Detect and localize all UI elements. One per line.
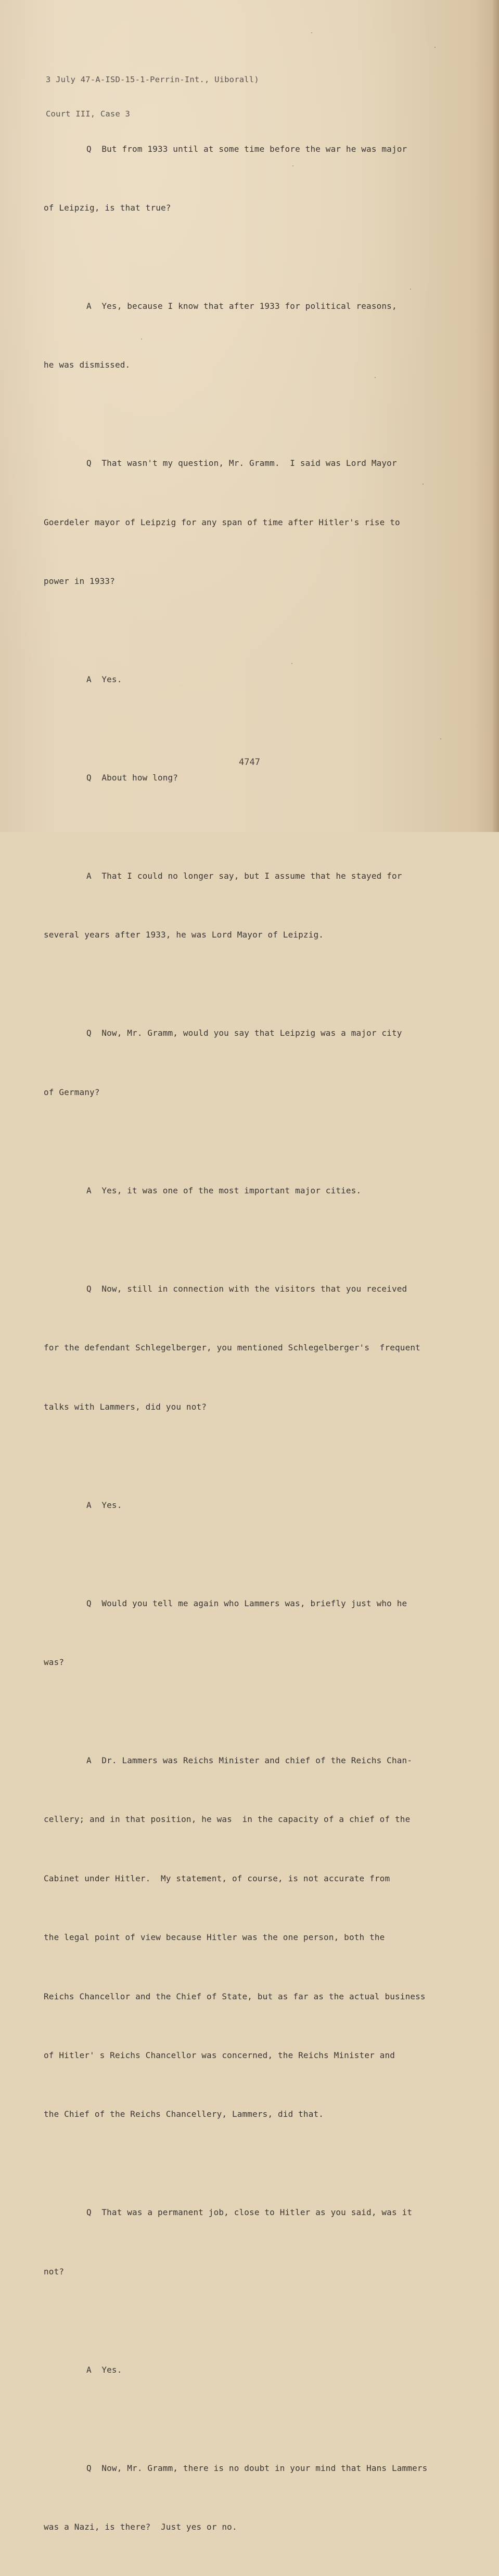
transcript-line: Q Now, Mr. Gramm, there is no doubt in your mind that Hans Lammers bbox=[86, 2463, 428, 2473]
transcript-line: A Yes. bbox=[86, 674, 122, 685]
transcript-line: A Yes. bbox=[86, 1500, 122, 1510]
transcript-line: talks with Lammers, did you not? bbox=[44, 1401, 207, 1412]
transcript-body bbox=[44, 100, 455, 2576]
transcript-line: Q That wasn't my question, Mr. Gramm. I said was Lord Mayor bbox=[86, 458, 397, 469]
transcript-paragraph bbox=[44, 1554, 455, 1711]
transcript-line: Q About how long? bbox=[86, 773, 178, 783]
transcript-paragraph bbox=[44, 2164, 455, 2321]
transcript-line: A Yes. bbox=[86, 2364, 122, 2375]
transcript-line: not? bbox=[44, 2266, 65, 2276]
page-number: 4747 bbox=[239, 757, 260, 767]
paper-speck bbox=[423, 484, 424, 485]
transcript-paragraph bbox=[44, 414, 455, 631]
transcript-paragraph bbox=[44, 1240, 455, 1456]
transcript-line: Q Now, Mr. Gramm, would you say that Leipzig was a major city bbox=[86, 1028, 402, 1038]
transcript-line: power in 1933? bbox=[44, 576, 115, 587]
header-line-2: Court III, Case 3 bbox=[46, 109, 131, 119]
transcript-paragraph bbox=[44, 1456, 455, 1554]
paper-speck bbox=[440, 738, 441, 739]
transcript-line: of Germany? bbox=[44, 1087, 100, 1097]
transcript-line: he was dismissed. bbox=[44, 360, 131, 370]
transcript-paragraph bbox=[44, 631, 455, 729]
paper-speck bbox=[434, 47, 436, 48]
paper-speck bbox=[375, 377, 376, 378]
transcript-paragraph bbox=[44, 100, 455, 257]
transcript-line: A Yes, because I know that after 1933 for political reasons, bbox=[86, 301, 397, 311]
transcript-paragraph bbox=[44, 2321, 455, 2419]
paper-speck bbox=[291, 663, 292, 664]
transcript-line: Cabinet under Hitler. My statement, of course, is not accurate from bbox=[44, 1873, 390, 1883]
transcript-line: the legal point of view because Hitler was the one person, both the bbox=[44, 1932, 385, 1943]
transcript-line: was a Nazi, is there? Just yes or no. bbox=[44, 2522, 237, 2532]
paper-speck bbox=[292, 165, 293, 166]
transcript-paragraph bbox=[44, 1711, 455, 2163]
transcript-line: of Hitler' s Reichs Chancellor was concerned, the Reichs Minister and bbox=[44, 2050, 395, 2060]
transcript-line: Goerdeler mayor of Leipzig for any span of time after Hitler's rise to bbox=[44, 517, 400, 527]
transcript-paragraph bbox=[44, 827, 455, 984]
transcript-line: Q Would you tell me again who Lammers was, briefly just who he bbox=[86, 1598, 407, 1608]
transcript-line: A That I could no longer say, but I assume that he stayed for bbox=[86, 871, 402, 881]
transcript-paragraph bbox=[44, 2419, 455, 2576]
header-line-1: 3 July 47-A-ISD-15-1-Perrin-Int., Uiborall) bbox=[46, 75, 259, 84]
transcript-paragraph bbox=[44, 729, 455, 827]
transcript-line: for the defendant Schlegelberger, you mentioned Schlegelberger's frequent bbox=[44, 1343, 420, 1353]
transcript-line: the Chief of the Reichs Chancellery, Lammers, did that. bbox=[44, 2109, 324, 2119]
transcript-line: Reichs Chancellor and the Chief of State, but as far as the actual business bbox=[44, 1991, 426, 2001]
transcript-paragraph bbox=[44, 1141, 455, 1240]
transcript-line: Q That was a permanent job, close to Hitler as you said, was it bbox=[86, 2207, 413, 2218]
paper-speck bbox=[410, 289, 411, 290]
transcript-paragraph bbox=[44, 257, 455, 414]
transcript-line: was? bbox=[44, 1657, 65, 1667]
transcript-line: A Yes, it was one of the most important major cities. bbox=[86, 1185, 362, 1195]
transcript-line: several years after 1933, he was Lord Mayor of Leipzig. bbox=[44, 930, 324, 940]
transcript-line: Q Now, still in connection with the visitors that you received bbox=[86, 1283, 407, 1294]
transcript-line: Q But from 1933 until at some time before the war he was major bbox=[86, 144, 407, 154]
paper-speck bbox=[141, 339, 142, 340]
transcript-paragraph bbox=[44, 984, 455, 1141]
page-edge-shadow bbox=[492, 0, 499, 832]
transcript-line: of Leipzig, is that true? bbox=[44, 202, 171, 213]
paper-speck bbox=[311, 32, 312, 33]
transcript-line: A Dr. Lammers was Reichs Minister and chief of the Reichs Chan- bbox=[86, 1755, 413, 1765]
transcript-line: cellery; and in that position, he was in the capacity of a chief of the bbox=[44, 1814, 411, 1825]
